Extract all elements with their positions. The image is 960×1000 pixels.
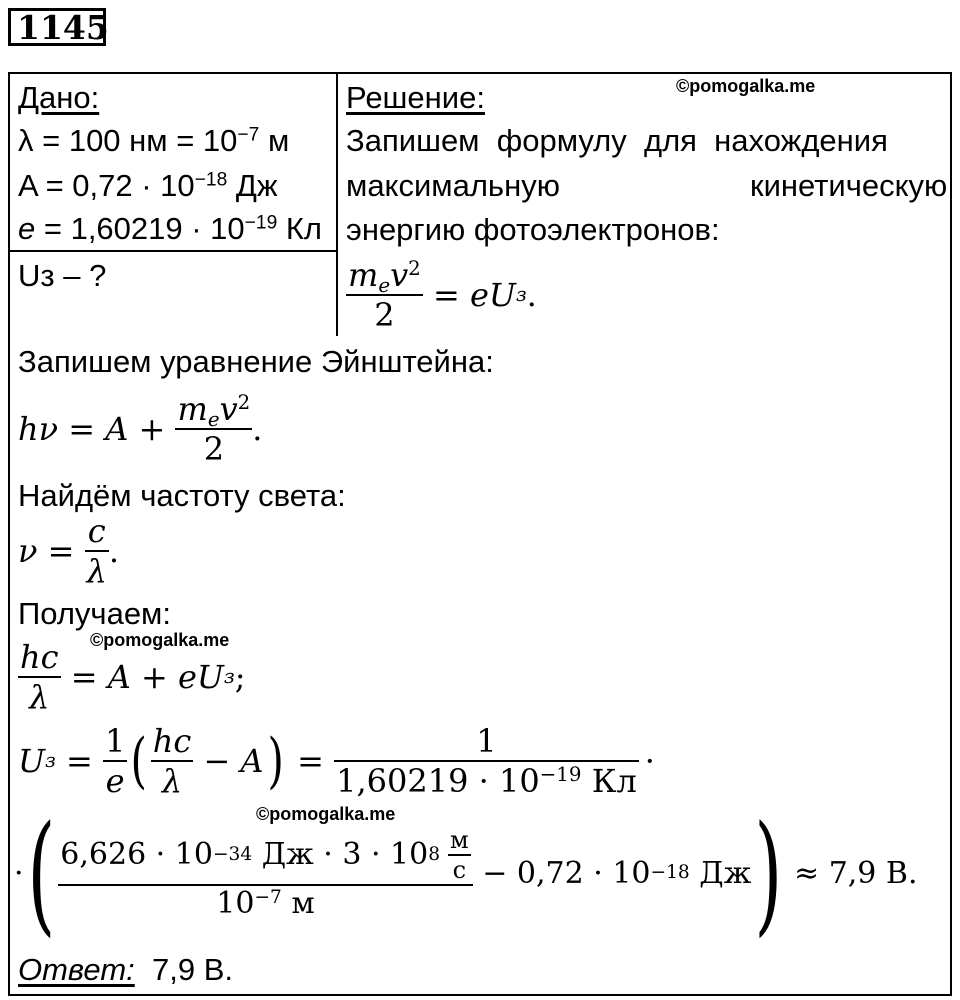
problem-number-box <box>8 8 109 47</box>
frequency-formula: ν = $\frac{c}{\lambda}$ . <box>18 512 120 590</box>
intro-line-1: Запишем формулу для нахождения <box>346 123 888 158</box>
voltage-formula: U з = $\frac{1}{e}$ ( $\frac{hc}{\lambda}$ − A ) = $\frac{1}{1,60219 \cdot 10^{-19} Кл}$ · <box>18 722 655 800</box>
kinetic-energy-formula: $\frac{m_ev^2}{2}$ = eU з . <box>348 256 537 334</box>
watermark-middle: ©pomogalka.me <box>90 630 230 650</box>
problem-number: 1145 <box>17 8 109 47</box>
find-quantity: Uз – ? <box>18 258 107 293</box>
watermark-lower: ©pomogalka.me <box>256 804 396 824</box>
einstein-text: Запишем уравнение Эйнштейна: <box>18 344 494 379</box>
watermark-top: ©pomogalka.me <box>676 76 816 96</box>
frequency-text: Найдём частоту света: <box>18 478 346 513</box>
intro-line-3: энергию фотоэлектронов: <box>346 212 720 247</box>
result-formula: $\frac{hc}{\lambda}$ = A + eU з ; <box>20 638 246 716</box>
given-divider-horizontal <box>8 250 336 252</box>
intro-line-2-right: кинетическую <box>750 168 948 203</box>
given-heading: Дано: <box>18 80 100 115</box>
intro-line-2-left: максимальную <box>346 168 560 203</box>
einstein-formula: hν = A + $\frac{m_ev^2}{2}$ . <box>18 390 263 468</box>
answer-line: Ответ: 7,9 В. <box>18 952 233 987</box>
solution-heading: Решение: <box>346 80 485 115</box>
result-text: Получаем: <box>18 596 171 631</box>
given-work-function: $A = 0,72 \cdot 10^{-18}$ Дж <box>18 168 278 203</box>
calculation-formula: · ( 6,626 · 10 −34 Дж · 3 · 10 8 $\frac{м}{с}$ $10^{-7}$ м − 0,72 · 10 −18 Дж ) ≈ 7,9 В. <box>14 797 918 949</box>
given-wavelength: λ = 100 нм = $10^{-7}$ м <box>18 123 290 158</box>
given-charge: $e = 1,60219 \cdot 10^{-19}$ Кл <box>18 211 323 246</box>
given-divider-vertical <box>336 72 338 336</box>
